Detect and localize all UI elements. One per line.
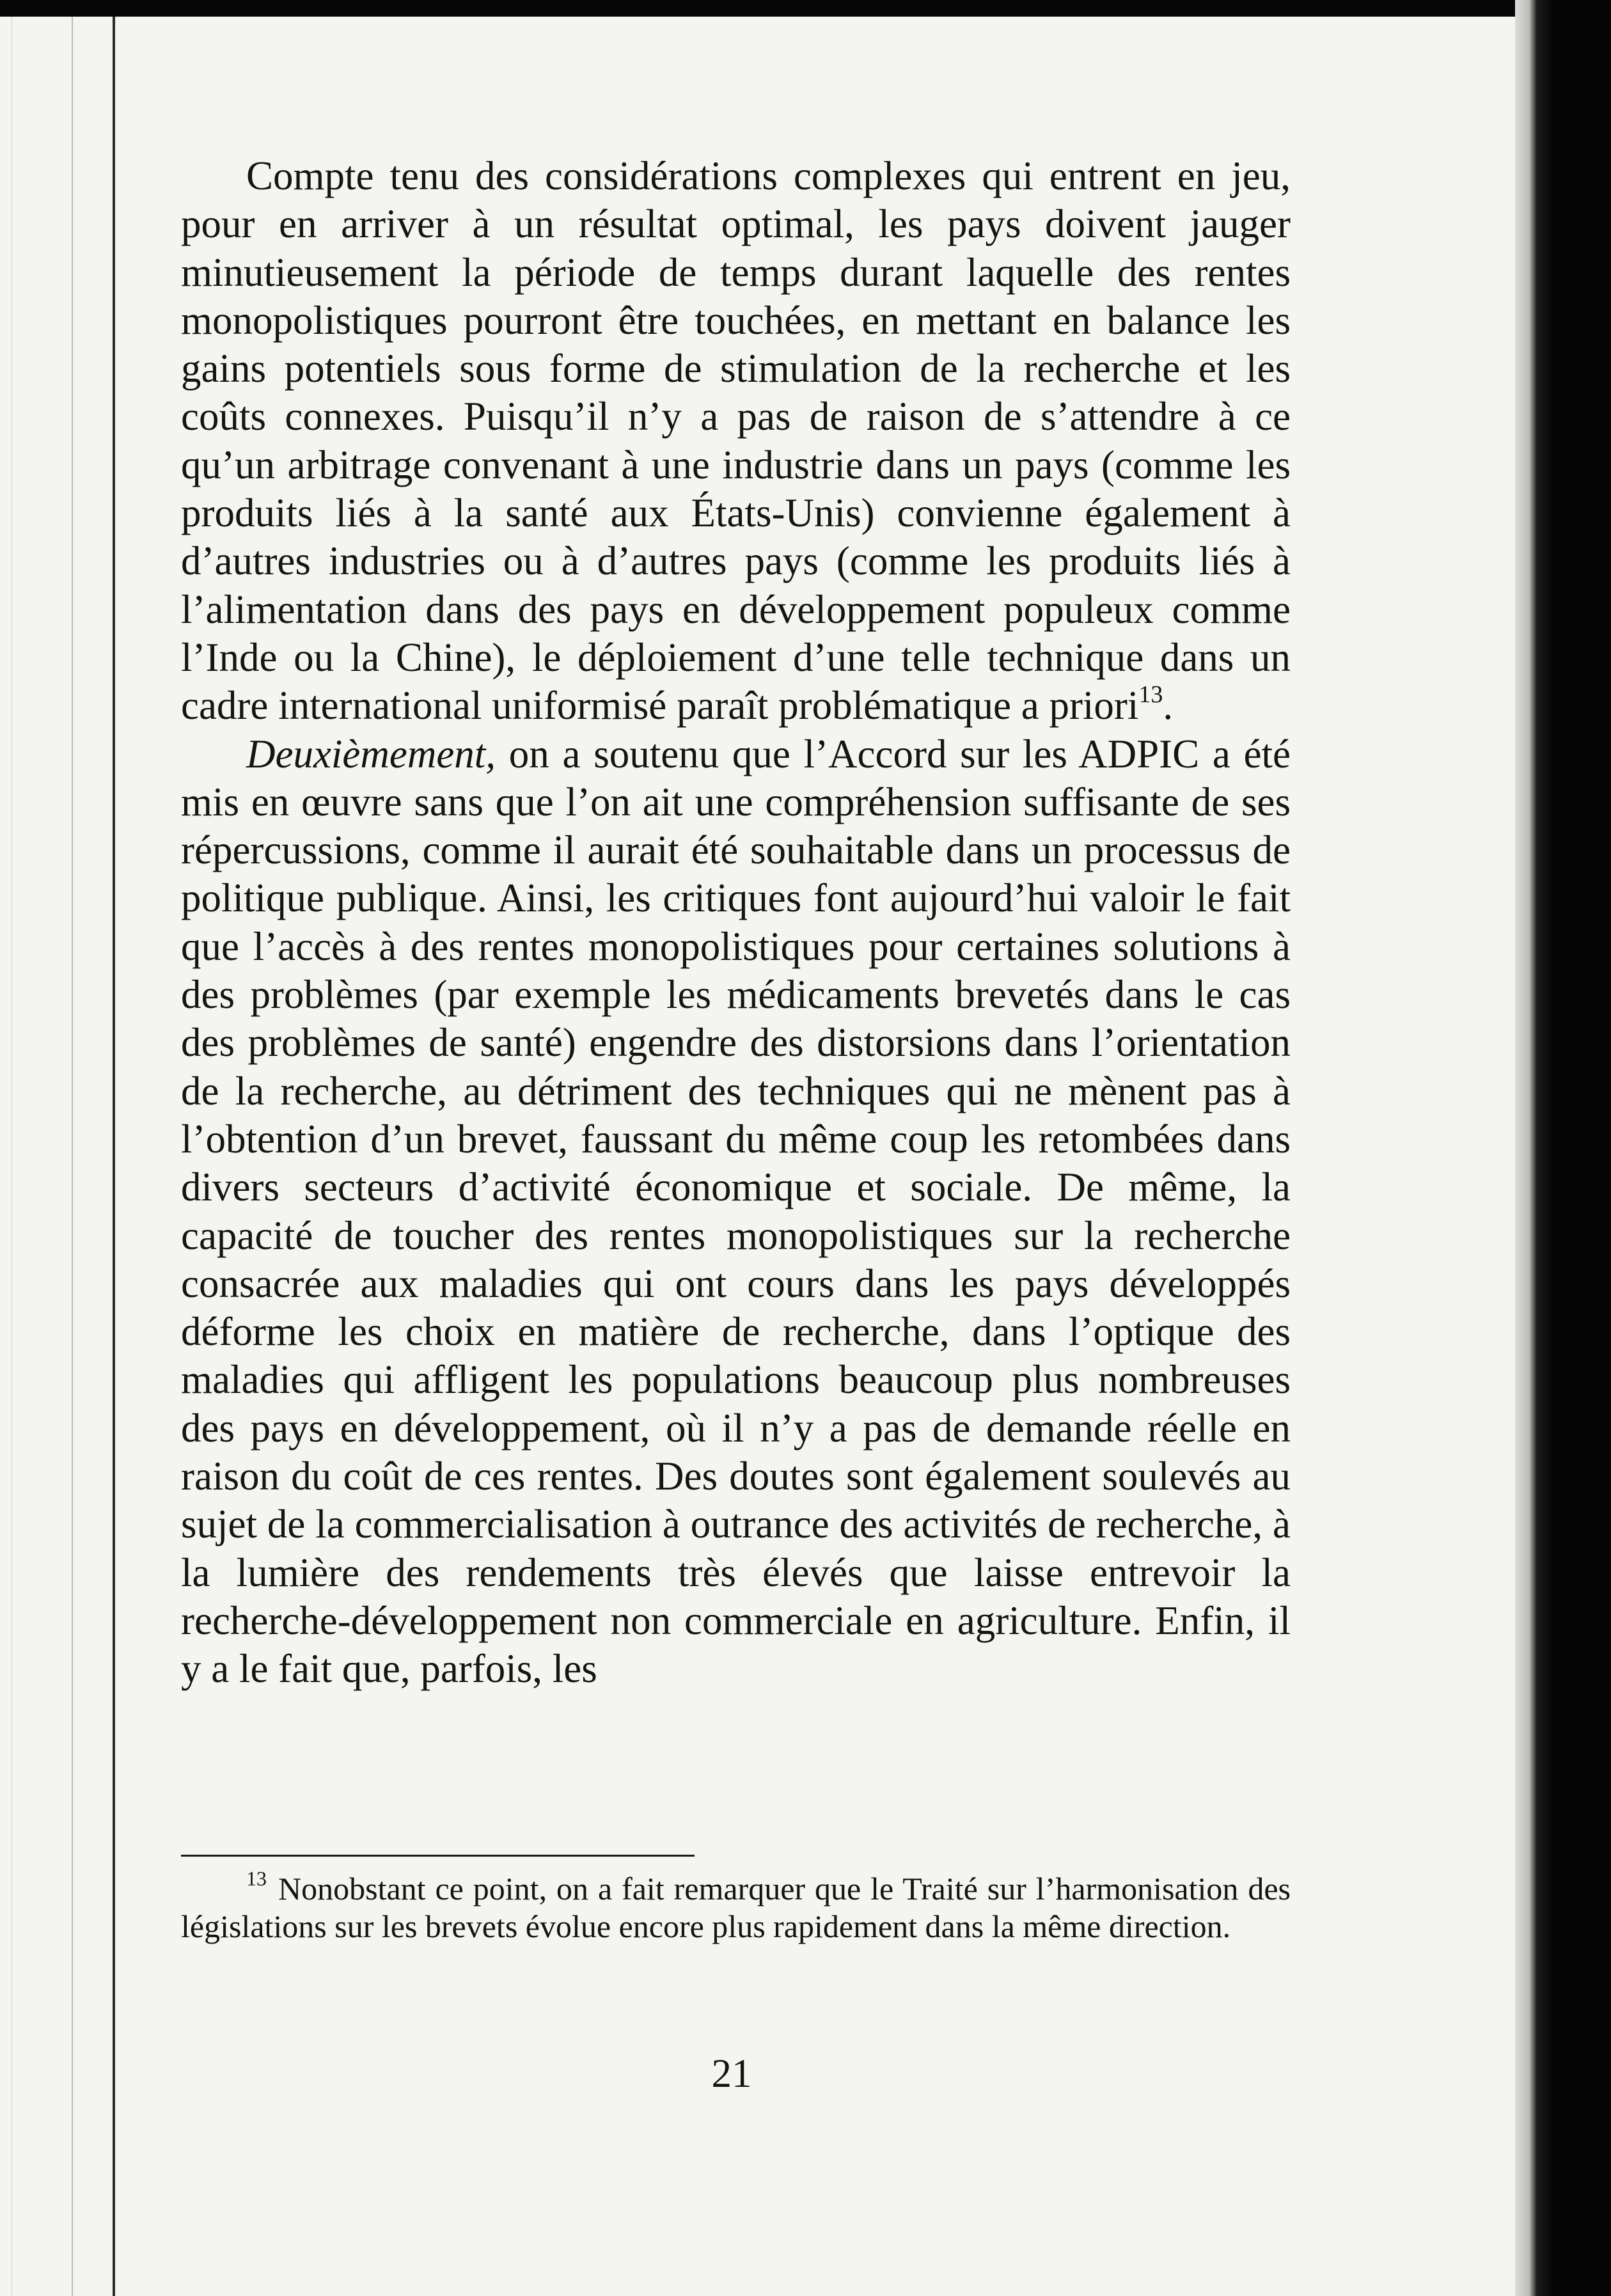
scan-top-border xyxy=(0,0,1611,17)
paragraph-2 xyxy=(181,730,1291,1694)
paragraph-1 xyxy=(181,152,1291,730)
footnote-text: Nonobstant ce point, on a fait remarquer que le Traité sur l’harmonisation des législations sur les brevets évolue encore plus rapidement dans la même direction. xyxy=(181,1871,1291,1944)
footnote-marker: 13 xyxy=(246,1867,267,1891)
footnote-13 xyxy=(181,1867,1291,1946)
footnote-reference-13[interactable]: 13 xyxy=(1138,681,1163,709)
scan-left-margin-line xyxy=(113,17,115,2296)
footnote-separator xyxy=(181,1855,695,1857)
paragraph-1-tail: . xyxy=(1163,683,1174,728)
page-body xyxy=(181,152,1291,1694)
scan-right-border xyxy=(1515,0,1611,2296)
page-number: 21 xyxy=(711,2051,752,2096)
paragraph-2-lead: Deuxièmement, xyxy=(246,731,496,776)
paragraph-2-text: on a soutenu que l’Accord sur les ADPIC a été mis en œuvre sans que l’on ait une compréhension suffisante de ses répercussions, comme il aurait été souhaitable dans un processus de politique publique. Ainsi, les critiques font aujourd’hui valoir le fait que l’accès à des rentes monopolistiques pour certaines solutions à des problèmes (par exemple les médicaments brevetés dans le cas des problèmes de santé) engendre des distorsions dans l’orientation de la recherche, au détriment des techniques qui ne mènent pas à l’obtention d’un brevet, faussant du même coup les retombées dans divers secteurs d’activité économique et sociale. De même, la capacité de toucher des rentes monopolistiques sur la recherche consacrée aux maladies qui ont cours dans les pays développés déforme les choix en matière de recherche, dans l’optique des maladies qui affligent les populations beaucoup plus nombreuses des pays en développement, où il n’y a pas de demande réelle en raison du coût de ces rentes. Des doutes sont également soulevés au sujet de la commercialisation à outrance des activités de recherche, à la lumière des rendements très élevés que laisse entrevoir la recherche-développement non commerciale en agriculture. Enfin, il y a le fait que, parfois, les xyxy=(181,731,1291,1692)
scan-left-faint-line xyxy=(72,17,73,2296)
paragraph-1-text: Compte tenu des considérations complexes qui entrent en jeu, pour en arriver à un résultat optimal, les pays doivent jauger minutieusement la période de temps durant laquelle des rentes monopolistiques pourront être touchées, en mettant en balance les gains potentiels sous forme de stimulation de la recherche et les coûts connexes. Puisqu’il n’y a pas de raison de s’attendre à ce qu’un arbitrage convenant à une industrie dans un pays (comme les produits liés à la santé aux États-Unis) convienne également à d’autres industries ou à d’autres pays (comme les produits liés à l’alimentation dans des pays en développement populeux comme l’Inde ou la Chine), le déploiement d’une telle technique dans un cadre international uniformisé paraît problématique a priori xyxy=(181,153,1291,728)
